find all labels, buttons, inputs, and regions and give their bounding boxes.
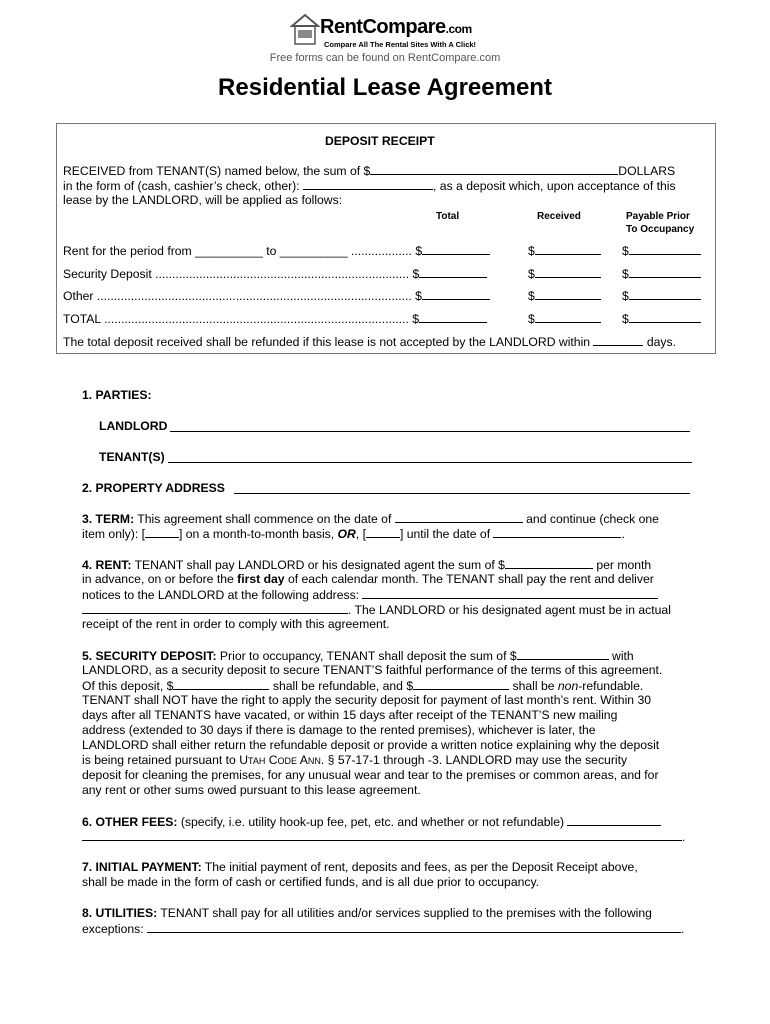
section-1-title: 1. PARTIES: (82, 388, 152, 402)
total-payable: $ (622, 311, 701, 327)
other-fees-field-1[interactable] (567, 814, 661, 826)
tenants-label: TENANT(S) (99, 450, 165, 464)
col-payable-header-2: To Occupancy (626, 224, 695, 235)
section-2-title: 2. PROPERTY ADDRESS (82, 481, 225, 495)
security-payable: $ (622, 266, 701, 282)
section-7-line-1: 7. INITIAL PAYMENT: The initial payment of rent, deposits and fees, as per the Deposit Receipt above, (82, 860, 638, 874)
other-payable: $ (622, 288, 701, 304)
section-4-line-2: in advance, on or before the first day of each calendar month. The TENANT shall pay the rent and deliver (82, 572, 654, 586)
house-icon (290, 12, 320, 46)
month-to-month-checkbox[interactable] (145, 526, 179, 538)
utilities-exceptions-field[interactable] (147, 921, 681, 933)
form-of-payment-line: in the form of (cash, cashier’s check, other): , as a deposit which, upon acceptance of this (63, 179, 676, 193)
landlord-address-field-2[interactable] (82, 602, 348, 614)
commence-date-field[interactable] (395, 511, 523, 523)
section-4-line-5: receipt of the rent in order to comply with this agreement. (82, 617, 390, 631)
security-total-field[interactable] (419, 266, 487, 278)
receipt-row-other: Other ............................................................................................. $ (63, 288, 490, 304)
deposit-receipt-heading: DEPOSIT RECEIPT (325, 134, 435, 148)
section-5-line-1: 5. SECURITY DEPOSIT: Prior to occupancy, TENANT shall deposit the sum of $ with (82, 649, 634, 663)
section-8-line-1: 8. UTILITIES: TENANT shall pay for all utilities and/or services supplied to the premises with the following (82, 906, 652, 920)
rent-received-field[interactable] (535, 243, 601, 255)
end-date-field[interactable] (493, 526, 621, 538)
section-5-line-7: LANDLORD shall either return the refundable deposit or provide a written notice explaining why the deposit (82, 738, 660, 752)
receipt-row-total: TOTAL .......................................................................................... $ (63, 311, 487, 327)
landlord-field[interactable] (170, 431, 690, 432)
receipt-row-security: Security Deposit ........................................................................... $ (63, 266, 487, 282)
applied-as-follows-line: lease by the LANDLORD, will be applied as follows: (63, 193, 343, 207)
other-total-field[interactable] (422, 288, 490, 300)
section-5-line-5: days after all TENANTS have vacated, or within 15 days after receipt of the TENANT’S new mailing (82, 708, 618, 722)
fixed-term-checkbox[interactable] (366, 526, 400, 538)
received-line: RECEIVED from TENANT(S) named below, the sum of $ DOLLARS (63, 164, 676, 178)
section-5-line-6: address (extended to 30 days if there is damage to the rented premises), whichever is later, the (82, 723, 596, 737)
section-5-line-8: is being retained pursuant to Utah Code Ann. § 57-17-1 through -3. LANDLORD may use the security (82, 753, 628, 767)
col-payable-header-1: Payable Prior (626, 211, 690, 222)
security-deposit-amount-field[interactable] (517, 648, 609, 660)
section-5-line-3: Of this deposit, $ shall be refundable, and $ shall be non-refundable. (82, 679, 644, 693)
section-8-line-2: exceptions: . (82, 922, 685, 936)
other-payable-field[interactable] (629, 288, 701, 300)
refund-line: The total deposit received shall be refunded if this lease is not accepted by the LANDLORD within days. (63, 335, 676, 349)
section-6-line-2: . (82, 829, 685, 845)
section-6-line-1: 6. OTHER FEES: (specify, i.e. utility hook-up fee, pet, etc. and whether or not refundable) (82, 814, 661, 830)
payment-form-field[interactable] (303, 178, 433, 190)
section-5-line-10: any rent or other sums owed pursuant to this lease agreement. (82, 783, 421, 797)
section-4-line-1: 4. RENT: TENANT shall pay LANDLORD or his designated agent the sum of $ per month (82, 558, 652, 572)
total-received: $ (528, 311, 601, 327)
total-payable-field[interactable] (629, 311, 701, 323)
logo-text: RentCompare.com (320, 16, 472, 38)
rent-payable: $ (622, 243, 701, 259)
section-4-line-4: . The LANDLORD or his designated agent must be in actual (82, 602, 671, 618)
rentcompare-logo (290, 12, 480, 52)
rent-amount-field[interactable] (505, 557, 593, 569)
landlord-address-field-1[interactable] (362, 587, 658, 599)
refund-days-field[interactable] (593, 334, 643, 346)
total-received-field[interactable] (535, 311, 601, 323)
section-5-line-9: deposit for cleaning the premises, for any unusual wear and tear to the premises or common areas, and for (82, 768, 659, 782)
refundable-amount-field[interactable] (173, 678, 269, 690)
security-received: $ (528, 266, 601, 282)
property-address-field[interactable] (234, 493, 690, 494)
document-title: Residential Lease Agreement (218, 74, 552, 101)
section-3-line-1: 3. TERM: This agreement shall commence on the date of and continue (check one (82, 512, 659, 526)
rent-payable-field[interactable] (629, 243, 701, 255)
col-total-header: Total (436, 211, 460, 222)
rent-total-field[interactable] (422, 243, 490, 255)
col-received-header: Received (537, 211, 581, 222)
tenants-field[interactable] (168, 462, 692, 463)
landlord-label: LANDLORD (99, 419, 168, 433)
rent-received: $ (528, 243, 601, 259)
sum-field[interactable] (370, 163, 618, 175)
section-5-line-2: LANDLORD, as a security deposit to secure TENANT’S faithful performance of the terms of this agreement. (82, 663, 663, 677)
grand-total-field[interactable] (419, 311, 487, 323)
security-payable-field[interactable] (629, 266, 701, 278)
section-3-line-2: item only): [ ] on a month-to-month basis, OR, [ ] until the date of . (82, 527, 625, 541)
receipt-row-rent: Rent for the period from __________ to __________ .................. $ (63, 243, 490, 259)
security-received-field[interactable] (535, 266, 601, 278)
section-7-line-2: shall be made in the form of cash or certified funds, and is all due prior to occupancy. (82, 875, 540, 889)
logo-tagline: Compare All The Rental Sites With A Click! (324, 40, 477, 49)
other-received: $ (528, 288, 601, 304)
section-4-line-3: notices to the LANDLORD at the following address: (82, 587, 658, 603)
section-5-line-4: TENANT shall NOT have the right to apply the security deposit for payment of last month’s rent. Within 30 (82, 693, 652, 707)
other-received-field[interactable] (535, 288, 601, 300)
non-refundable-amount-field[interactable] (413, 678, 509, 690)
free-forms-note[interactable]: Free forms can be found on RentCompare.com (269, 52, 501, 64)
other-fees-field-2[interactable] (82, 829, 682, 841)
